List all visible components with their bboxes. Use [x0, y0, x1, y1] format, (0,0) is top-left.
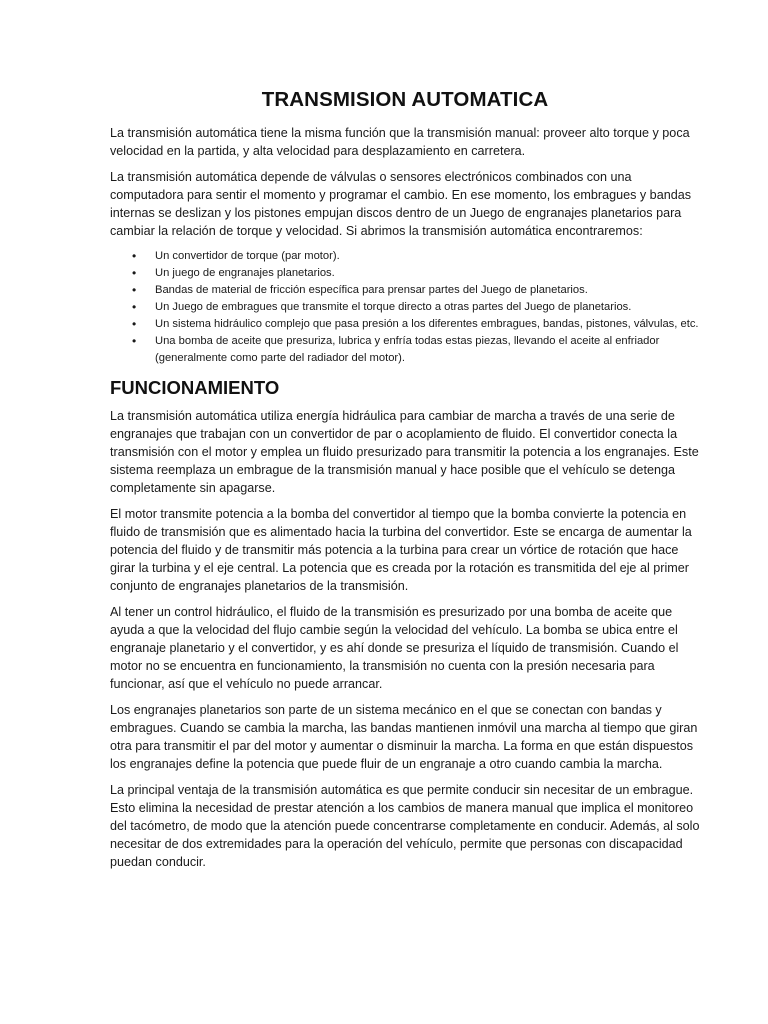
component-list [110, 248, 700, 367]
section-paragraph-5: La principal ventaja de la transmisión automática es que permite conducir sin necesitar de un embrague. Esto elimina la necesidad de prestar atención a los cambios de manera manual que implica el monitoreo del tacómetro, de modo que la atención puede concentrarse completamente en conducir. Además, al solo necesitar de dos extremidades para la operación del vehículo, permite que personas con discapacidad puedan conducir. [110, 783, 700, 869]
section-paragraph-3: Al tener un control hidráulico, el fluido de la transmisión es presurizado por una bomba de aceite que ayuda a que la velocidad del flujo cambie según la velocidad del vehículo. La bomba se ubica entre el engranaje planetario y el convertidor, y es ahí donde se presuriza el líquido de transmisión. Cuando el motor no se encuentra en funcionamiento, la transmisión no cuenta con la presión necesaria para funcionar, así que el vehículo no puede arrancar. [110, 605, 679, 691]
list-item [110, 248, 700, 265]
section-paragraph-1: La transmisión automática utiliza energía hidráulica para cambiar de marcha a través de una serie de engranajes que trabajan con un convertidor de par o acoplamiento de fluido. El convertidor conecta la transmisión con el motor y emplea un fluido presurizado para transmitir la potencia a los engranajes. Este sistema reemplaza un embrague de la transmisión manual y hace posible que el vehículo se detenga completamente sin apagarse. [110, 409, 699, 495]
bullet-icon: • [132, 266, 137, 280]
list-item-text: Un sistema hidráulico complejo que pasa presión a los diferentes embragues, bandas, pistones, válvulas, etc. [155, 318, 699, 330]
section-paragraph-2: El motor transmite potencia a la bomba del convertidor al tiempo que la bomba convierte la potencia en fluido de transmisión que es alimentado hacia la turbina del convertidor. Este se encarga de aumentar la potencia del fluido y de transmitir más potencia a la turbina para crear un vórtice de rotación que hace girar la turbina y el eje central. La potencia que es creada por la rotación es transmitida del eje al primer conjunto de engranajes planetarios de la transmisión. [110, 507, 692, 593]
list-item-text: Una bomba de aceite que presuriza, lubrica y enfría todas estas piezas, llevando el aceite al enfriador (generalmente como parte del radiador del motor). [155, 335, 660, 364]
intro-paragraph-2: La transmisión automática depende de válvulas o sensores electrónicos combinados con una computadora para sentir el momento y programar el cambio. En ese momento, los embragues y bandas internas se deslizan y los pistones empujan discos dentro de un Juego de engranajes planetarios para cambiar la relación de torque y velocidad. Si abrimos la transmisión automática encontraremos: [110, 170, 692, 238]
document-title: TRANSMISION AUTOMATICA [261, 88, 549, 111]
list-item [110, 333, 700, 367]
bullet-icon: • [132, 317, 137, 331]
section-paragraph-4: Los engranajes planetarios son parte de un sistema mecánico en el que se conectan con bandas y embragues. Cuando se cambia la marcha, las bandas mantienen inmóvil una marcha al tiempo que giran otra para transmitir el par del motor y aumentar o disminuir la marcha. La forma en que están dispuestos los engranajes define la potencia que puede fluir de un engranaje a otro cuando cambia la marcha. [110, 703, 698, 771]
list-item-text: Bandas de material de fricción específica para prensar partes del Juego de planetarios. [155, 284, 588, 296]
list-item-text: Un convertidor de torque (par motor). [155, 250, 340, 262]
section-heading: FUNCIONAMIENTO [110, 377, 280, 398]
list-item [110, 282, 700, 299]
list-item-text: Un Juego de embragues que transmite el torque directo a otras partes del Juego de planetarios. [155, 301, 632, 313]
list-item [110, 316, 700, 333]
list-item-text: Un juego de engranajes planetarios. [155, 267, 335, 279]
list-item [110, 299, 700, 316]
list-item [110, 265, 700, 282]
bullet-icon: • [132, 300, 137, 314]
bullet-icon: • [132, 283, 137, 297]
bullet-icon: • [132, 249, 137, 263]
intro-paragraph-1: La transmisión automática tiene la misma función que la transmisión manual: proveer alto torque y poca velocidad en la partida, y alta velocidad para desplazamiento en carretera. [110, 126, 690, 158]
bullet-icon: • [132, 334, 137, 348]
